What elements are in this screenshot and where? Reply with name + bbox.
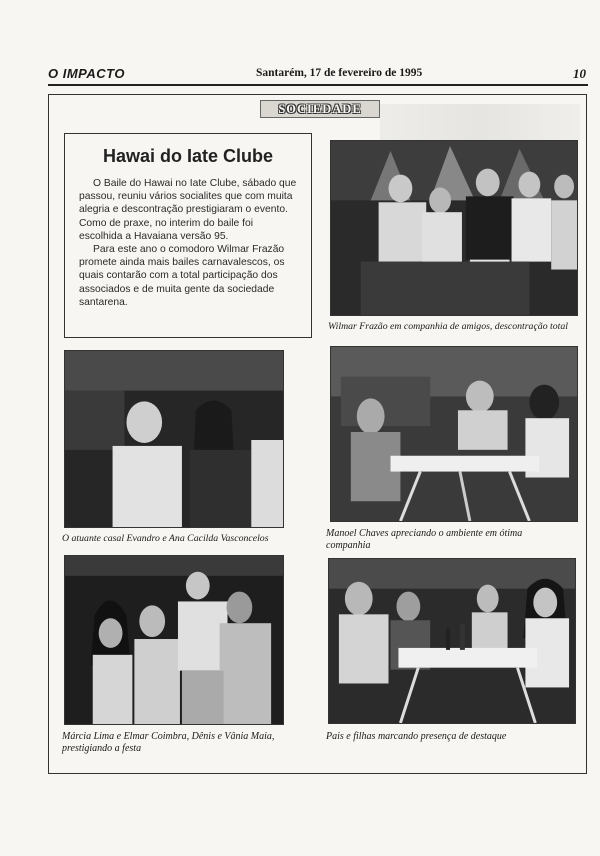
photo-parents-daughters	[328, 558, 576, 724]
photo-two-couples	[64, 555, 284, 725]
dateline: Santarém, 17 de fevereiro de 1995	[256, 67, 423, 79]
section-title: SOCIEDADE	[260, 100, 380, 118]
page-number: 10	[573, 66, 586, 81]
caption-line: prestigiando a festa	[62, 743, 142, 754]
article-box	[64, 133, 312, 338]
caption-line: Manoel Chaves apreciando o ambiente em ótima	[326, 528, 523, 539]
article-paragraph: Para este ano o comodoro Wilmar Frazão promete ainda mais bailes carnavalescos, os quais contarão com a total participação dos associados e de muita gente da sociedade santarena.	[79, 244, 285, 308]
bleed-through-shading	[380, 104, 580, 140]
photo-caption	[326, 528, 586, 552]
photo-caption	[62, 731, 302, 755]
article-headline: Hawai do Iate Clube	[103, 146, 274, 166]
newspaper-masthead: O IMPACTO	[48, 66, 125, 81]
photo-caption: O atuante casal Evandro e Ana Cacilda Vasconcelos	[62, 533, 269, 544]
article-body	[79, 177, 297, 309]
caption-line: companhia	[326, 540, 371, 551]
caption-line: Márcia Lima e Elmar Coimbra, Dênis e Vânia Maia,	[62, 731, 275, 742]
page-header	[48, 66, 588, 86]
photo-caption: Pais e filhas marcando presença de destaque	[326, 731, 507, 742]
photo-caption: Wilmar Frazão em companhia de amigos, descontração total	[328, 321, 569, 332]
photo-table-company	[330, 346, 578, 522]
article-paragraph: O Baile do Hawai no Iate Clube, sábado que passou, reuniu vários socialites que com muita alegria e descontração prestigiaram o evento. Como de praxe, no interim do baile foi escolhida a Havaiana versão 95.	[79, 178, 297, 242]
photo-couple	[64, 350, 284, 528]
photo-group-of-friends	[330, 140, 578, 316]
